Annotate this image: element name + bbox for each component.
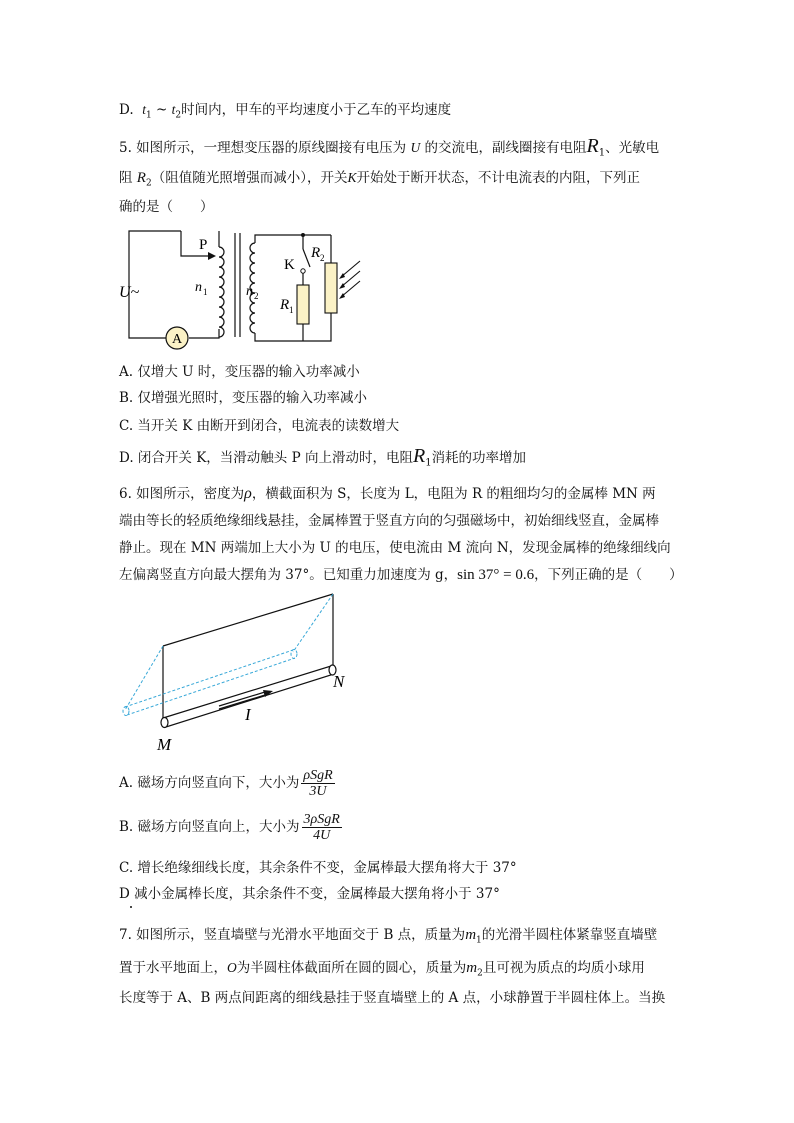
- q6-option-d: D 减小金属棒长度，其余条件不变，金属棒最大摆角将小于 37°: [119, 886, 500, 902]
- label-n1: n: [195, 280, 202, 295]
- q5-option-b: B. 仅增强光照时，变压器的输入功率减小: [119, 390, 368, 406]
- q5-option-d: D. 闭合开关 K，当滑动触头 P 向上滑动时，电阻$R_1$消耗的功率增加: [119, 445, 527, 469]
- label-n2-sub: 2: [254, 291, 259, 301]
- q7-stem-line-3: 长度等于 A、B 两点间距离的细线悬挂于竖直墙壁上的 A 点，小球静置于半圆柱体上。当换: [119, 990, 666, 1006]
- label-m: M: [157, 735, 172, 754]
- q6-option-a: A. 磁场方向竖直向下，大小为 $\frac{\text{ρSgR}}{3U}$: [119, 768, 333, 799]
- q5-circuit-diagram: [115, 225, 365, 357]
- q5-option-a: A. 仅增大 U 时，变压器的输入功率减小: [119, 364, 360, 380]
- q7-stem-line-1: 7. 如图所示，竖直墙壁与光滑水平地面交于 B 点，质量为$m_1$的光滑半圆柱体紧靠竖直墙壁: [119, 927, 658, 946]
- label-current: I: [245, 705, 251, 724]
- q6-rod-diagram: [115, 590, 355, 755]
- label-n2: n: [246, 284, 253, 299]
- q6-stem-line-1: 6. 如图所示，密度为ρ，横截面积为 S，长度为 L，电阻为 R 的粗细均匀的金属棒 MN 两: [119, 485, 656, 502]
- q6-option-c: C. 增长绝缘细线长度，其余条件不变，金属棒最大摆角将大于 37°: [119, 860, 517, 876]
- q6-option-b-fraction: $\frac{\text{3ρSgR}}{4U}$: [303, 812, 340, 843]
- q4-option-d: D. $t_1$ ~ $t_2$时间内，甲车的平均速度小于乙车的平均速度: [119, 102, 452, 121]
- q6-stem-line-3: 静止。现在 MN 两端加上大小为 U 的电压，使电流由 M 流向 N，发现金属棒的绝缘细线向: [119, 540, 671, 556]
- q5-stem-line-1: 5. 如图所示，一理想变压器的原线圈接有电压为 U 的交流电，副线圈接有电阻$R_1$、光敏电: [119, 135, 660, 159]
- stray-dot: [130, 906, 132, 908]
- q6-stem-line-4: 左偏离竖直方向最大摆角为 37°。已知重力加速度为 g，sin 37° = 0.6，下列正确的是（ ）: [119, 567, 683, 583]
- q6-option-b: B. 磁场方向竖直向上，大小为 $\frac{\text{3ρSgR}}{4U}$: [119, 812, 340, 843]
- label-r2: R: [311, 245, 321, 261]
- q5-stem-line-3: 确的是（ ）: [119, 199, 214, 215]
- label-r1: R: [280, 297, 290, 313]
- label-r2-sub: 2: [320, 253, 325, 263]
- label-r1-sub: 1: [289, 305, 294, 315]
- label-n1-sub: 1: [203, 287, 208, 297]
- q5-stem-line-2: 阻 $R_2$（阻值随光照增强而减小），开关K开始处于断开状态，不计电流表的内阻，下列正: [119, 170, 640, 189]
- ammeter-label: A: [172, 332, 183, 347]
- q5-option-c: C. 当开关 K 由断开到闭合，电流表的读数增大: [119, 418, 400, 434]
- label-u: U~: [119, 284, 140, 301]
- label-n: N: [333, 672, 345, 691]
- q6-stem-line-2: 端由等长的轻质绝缘细线悬挂，金属棒置于竖直方向的匀强磁场中，初始细线竖直，金属棒: [119, 513, 659, 529]
- q6-option-a-fraction: $\frac{\text{ρSgR}}{3U}$: [303, 768, 333, 799]
- q7-stem-line-2: 置于水平地面上，O为半圆柱体截面所在圆的圆心，质量为$m_2$且可视为质点的均质小球用: [119, 960, 645, 979]
- label-p: P: [199, 237, 208, 253]
- label-k: K: [284, 257, 295, 273]
